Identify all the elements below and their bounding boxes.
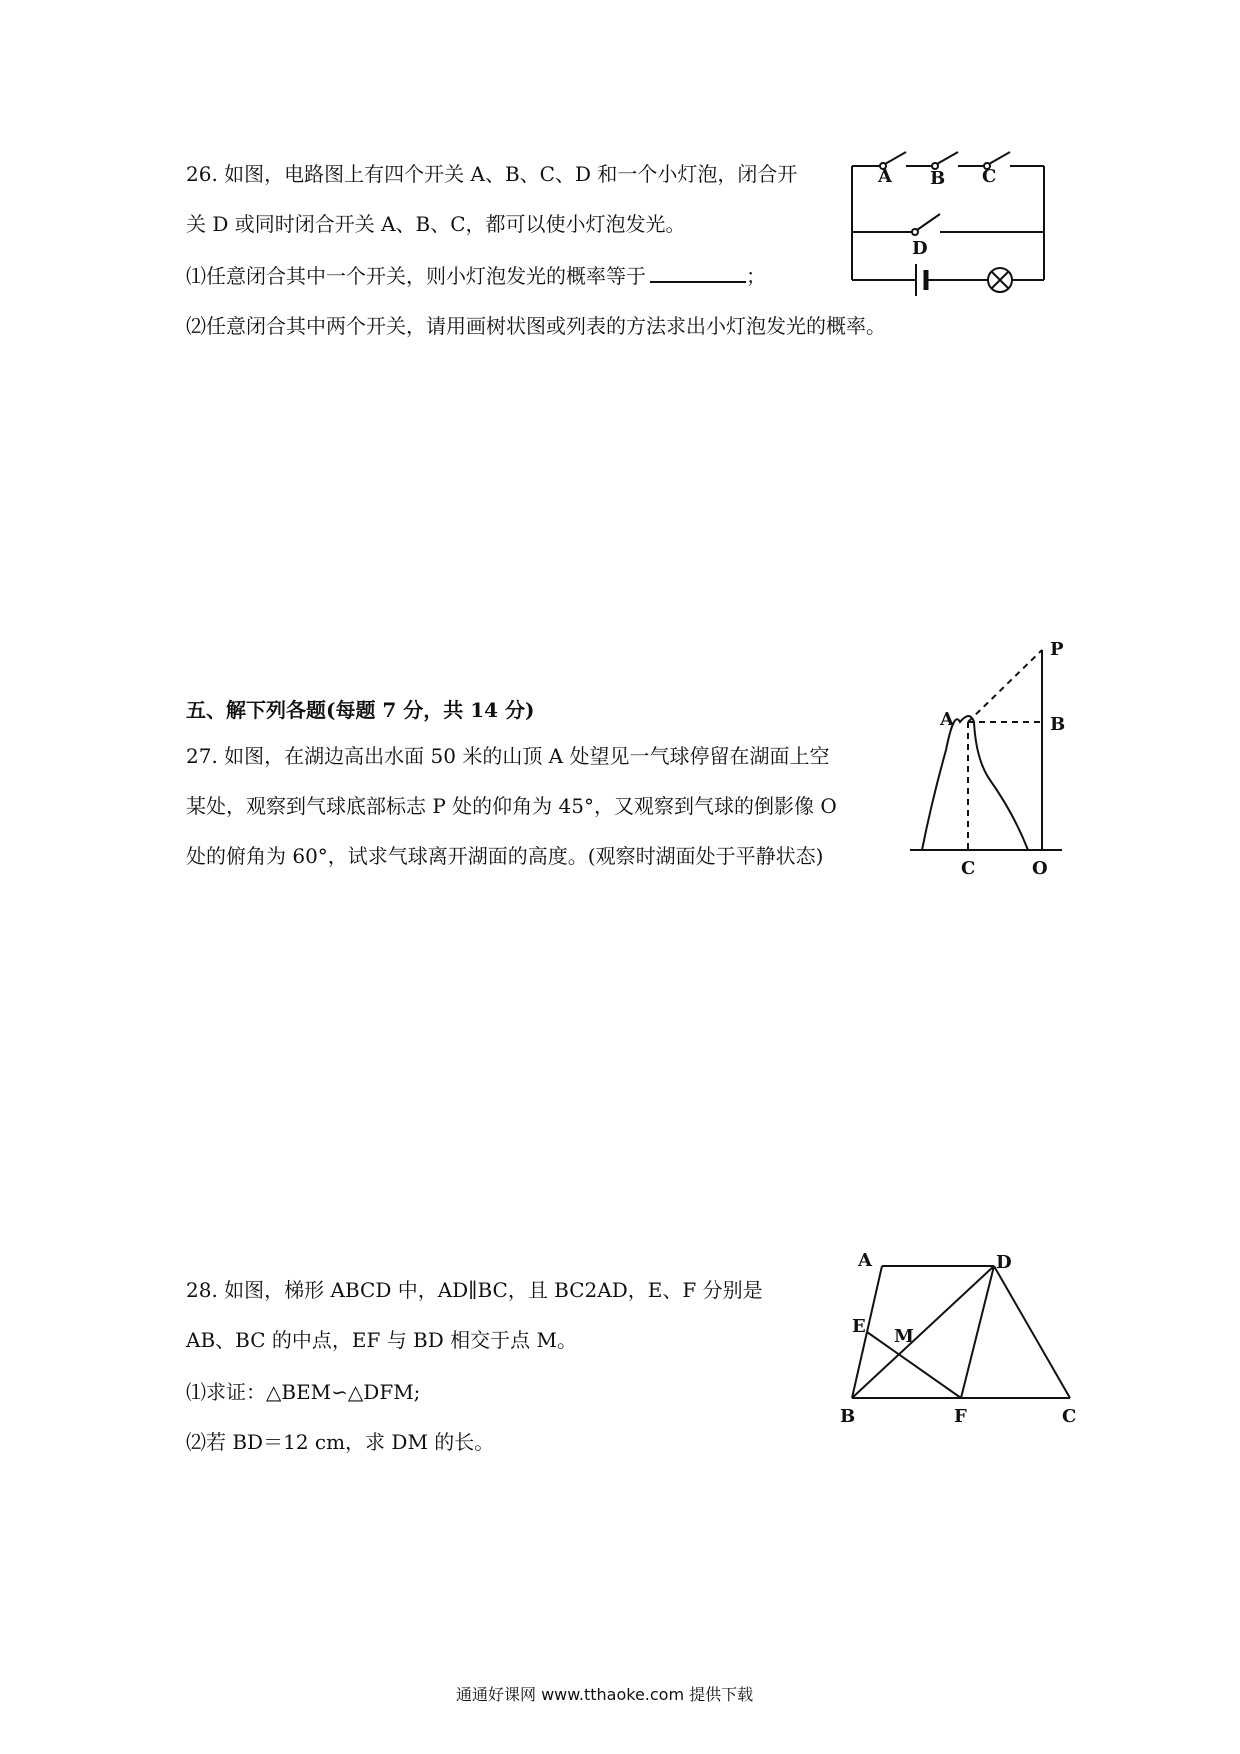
point-f-label: F xyxy=(954,1406,967,1427)
point-c-label: C xyxy=(1062,1406,1077,1427)
lake-balloon-diagram xyxy=(910,640,1110,890)
circuit-diagram xyxy=(850,148,1050,298)
point-b-label: B xyxy=(1050,714,1066,735)
q28-line-2: AB、BC 的中点，EF 与 BD 相交于点 M。 xyxy=(186,1328,577,1352)
point-a-label: A xyxy=(940,709,954,730)
q28-part-1: ⑴求证：△BEM∽△DFM; xyxy=(186,1380,421,1404)
section-5-heading: 五、解下列各题(每题 7 分，共 14 分) xyxy=(186,698,535,722)
point-o-label: O xyxy=(1032,858,1048,879)
q28-line-1: 28. 如图，梯形 ABCD 中，AD∥BC，且 BC2AD，E、F 分别是 xyxy=(186,1278,763,1302)
q26-part-2: ⑵任意闭合其中两个开关，请用画树状图或列表的方法求出小灯泡发光的概率。 xyxy=(186,314,886,338)
q28-part-2: ⑵若 BD＝12 cm，求 DM 的长。 xyxy=(186,1430,495,1454)
point-a-label: A xyxy=(858,1250,872,1271)
switch-b-label: B xyxy=(930,168,946,189)
q26-part-1 xyxy=(186,262,766,290)
switch-a-label: A xyxy=(878,166,892,187)
q27-line-3: 处的俯角为 60°，试求气球离开湖面的高度。(观察时湖面处于平静状态) xyxy=(186,844,824,868)
point-d-label: D xyxy=(996,1252,1012,1273)
switch-d-label: D xyxy=(912,238,928,259)
q26-part-1-end: ； xyxy=(746,264,766,288)
point-b-label: B xyxy=(840,1406,856,1427)
page-footer: 通通好课网 www.tthaoke.com 提供下载 xyxy=(456,1685,754,1704)
point-m-label: M xyxy=(894,1326,914,1347)
answer-blank xyxy=(650,263,746,283)
q27-line-1: 27. 如图，在湖边高出水面 50 米的山顶 A 处望见一气球停留在湖面上空 xyxy=(186,744,830,768)
switch-c-label: C xyxy=(982,166,997,187)
q27-line-2: 某处，观察到气球底部标志 P 处的仰角为 45°，又观察到气球的倒影像 O xyxy=(186,794,837,818)
trapezoid-diagram xyxy=(840,1252,1100,1432)
point-c-label: C xyxy=(961,858,976,879)
q26-line-1: 26. 如图，电路图上有四个开关 A、B、C、D 和一个小灯泡，闭合开 xyxy=(186,162,798,186)
q26-line-2: 关 D 或同时闭合开关 A、B、C，都可以使小灯泡发光。 xyxy=(186,212,686,236)
q26-part-1-text: ⑴任意闭合其中一个开关，则小灯泡发光的概率等于 xyxy=(186,264,646,288)
point-p-label: P xyxy=(1050,639,1064,660)
point-e-label: E xyxy=(852,1316,866,1337)
